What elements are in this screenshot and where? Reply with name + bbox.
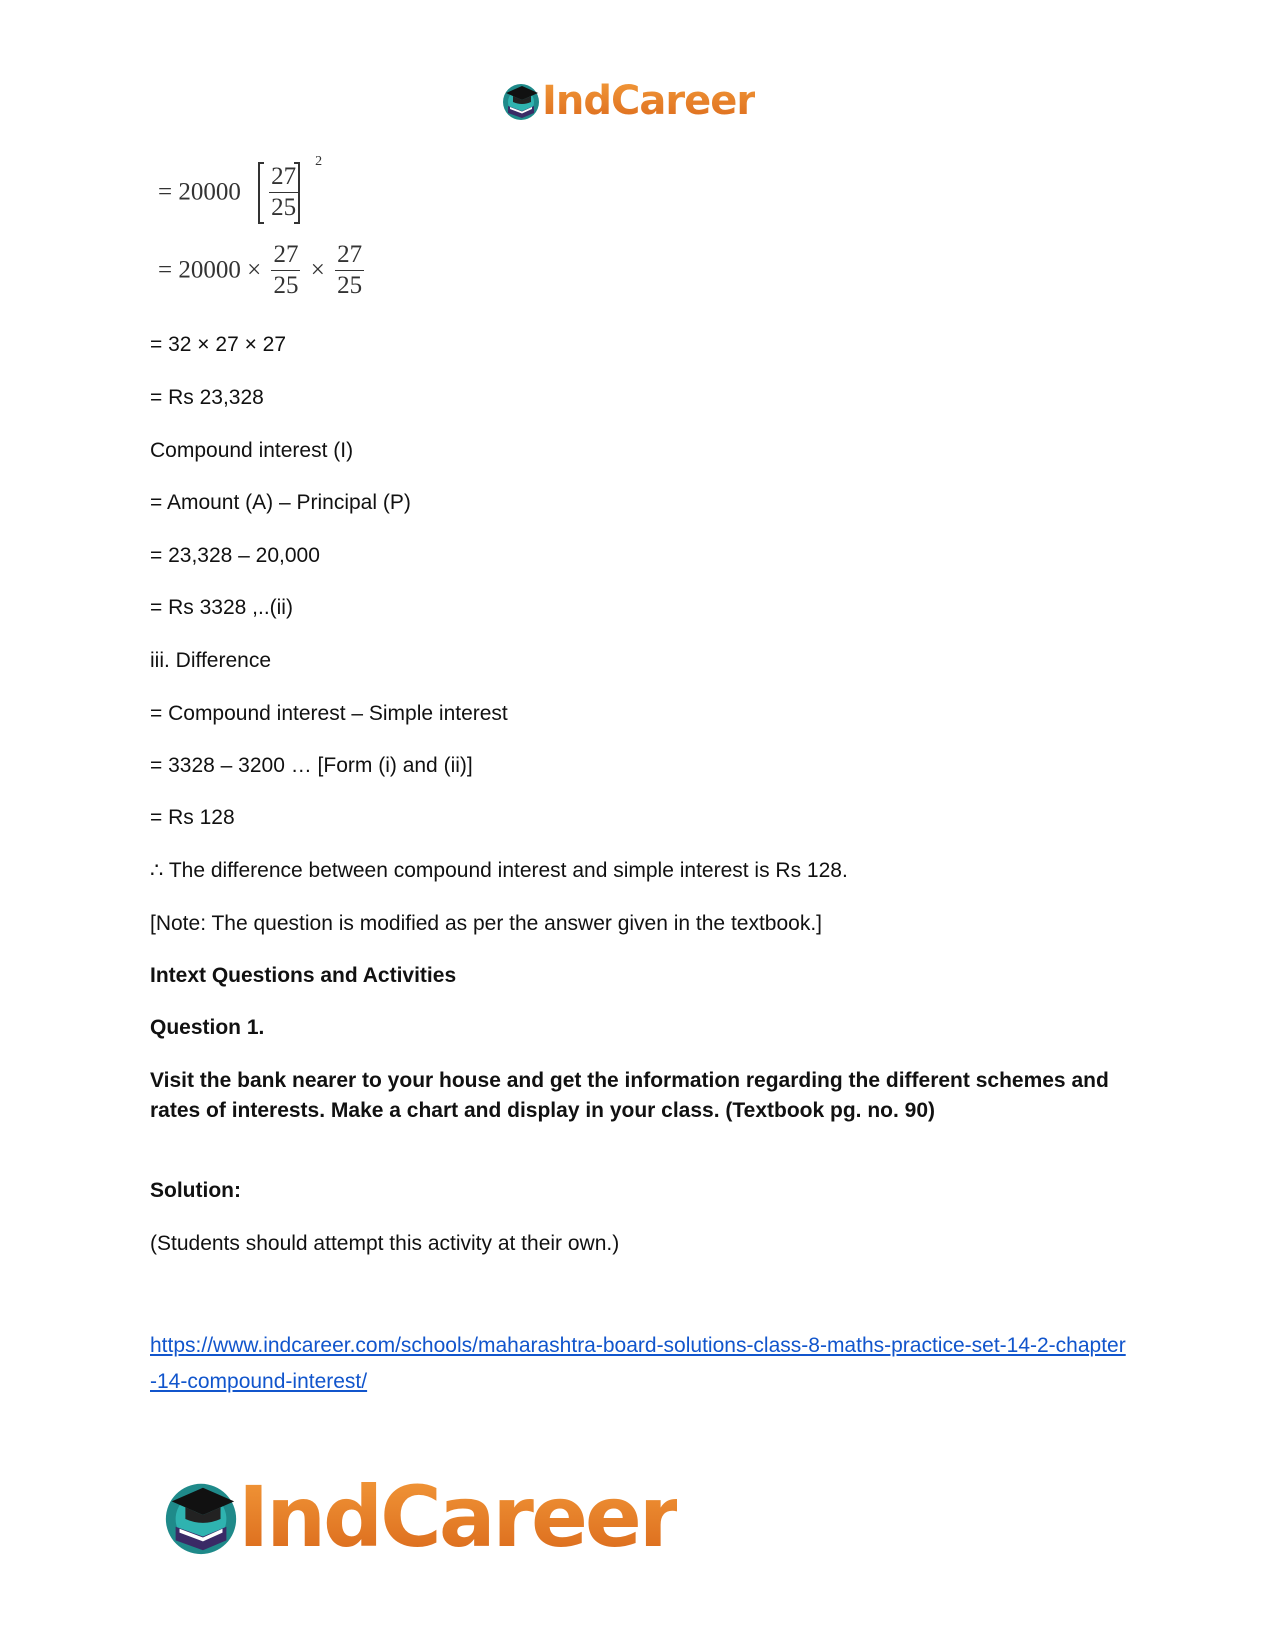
note-line: [Note: The question is modified as per the answer given in the textbook.] [150, 912, 822, 935]
formula-1-prefix: = 20000 [158, 178, 241, 206]
bracket-shape [257, 160, 301, 226]
text-line: = 23,328 – 20,000 [150, 544, 320, 567]
formula-1-exponent: 2 [315, 154, 323, 169]
footer-logo [160, 1468, 677, 1566]
header-logo [500, 78, 755, 124]
conclusion-line: ∴ The difference between compound interest and simple interest is Rs 128. [150, 859, 848, 882]
text-line: = Rs 23,328 [150, 386, 264, 409]
footer-logo-text: IndCareer [238, 1468, 678, 1566]
graduation-cap-book-icon [500, 80, 542, 122]
fraction-numerator: 27 [269, 162, 298, 193]
formula-line-1 [158, 154, 323, 230]
formula-1-bracket [257, 154, 323, 225]
header-logo-text: IndCareer [542, 78, 756, 124]
text-line: = 32 × 27 × 27 [150, 333, 287, 356]
text-line: = 3328 – 3200 … [Form (i) and (ii)] [150, 754, 473, 777]
source-url-link[interactable]: https://www.indcareer.com/schools/maharashtra-board-solutions-class-8-maths-practice-set-14-2-chapter-14-compound-interest/ [150, 1334, 1126, 1393]
solution-text: (Students should attempt this activity at their own.) [150, 1232, 620, 1255]
fraction-denominator: 25 [273, 272, 299, 299]
graduation-cap-book-icon [160, 1476, 242, 1558]
text-line: = Rs 3328 ,..(ii) [150, 596, 293, 619]
question-label: Question 1. [150, 1016, 265, 1039]
fraction-numerator: 27 [271, 240, 300, 271]
formula-line-2 [158, 240, 368, 306]
text-line: = Amount (A) – Principal (P) [150, 491, 411, 514]
text-line: = Rs 128 [150, 806, 235, 829]
question-text: Visit the bank nearer to your house and get the information regarding the different schemes and rates of interests. Make a chart and display in your class. (Textbook pg. no. 90) [150, 1069, 1109, 1122]
fraction-numerator: 27 [335, 240, 364, 271]
formula-2-times: × [310, 256, 325, 284]
solution-label: Solution: [150, 1179, 241, 1202]
formula-2-prefix: = 20000 × [158, 256, 262, 284]
text-line: Compound interest (I) [150, 439, 354, 462]
formula-2-fraction-1 [271, 240, 300, 301]
text-line: = Compound interest – Simple interest [150, 702, 508, 725]
section-title: Intext Questions and Activities [150, 964, 457, 987]
fraction-denominator: 25 [271, 194, 297, 221]
formula-2-fraction-2 [335, 240, 364, 301]
text-line: iii. Difference [150, 649, 271, 672]
fraction-denominator: 25 [337, 272, 363, 299]
